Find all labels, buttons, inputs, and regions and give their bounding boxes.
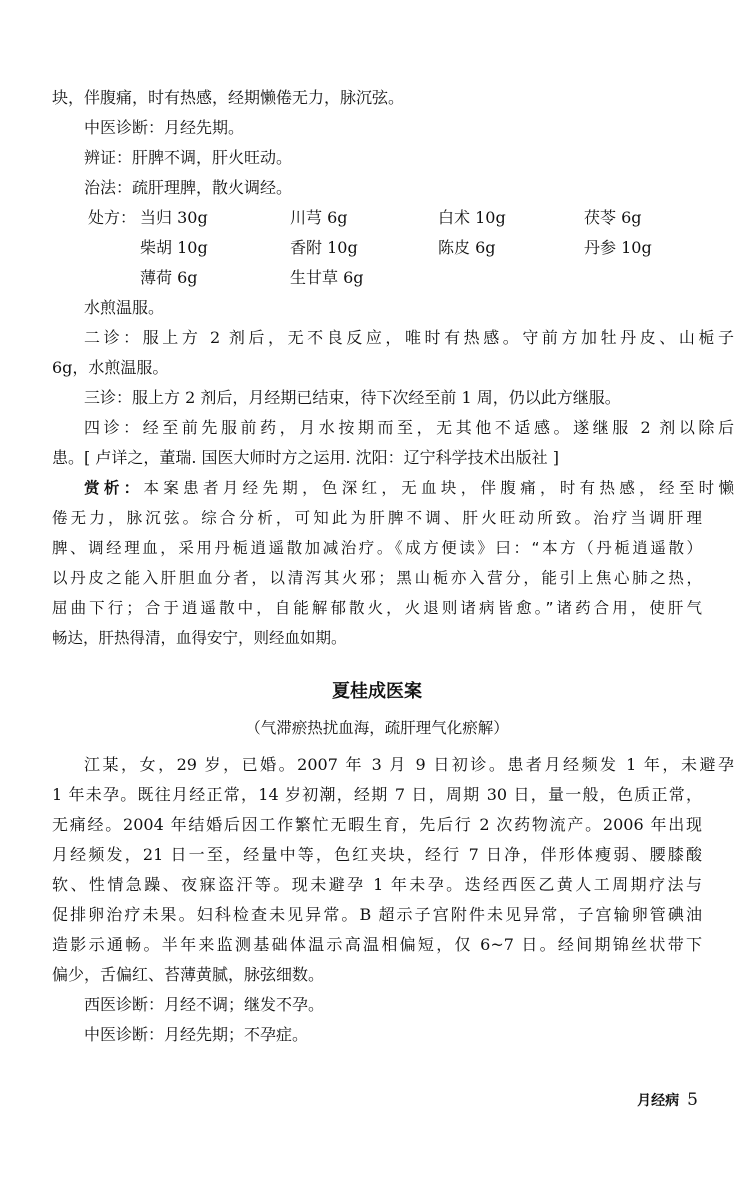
herb: 丹参 10g	[584, 238, 652, 257]
running-footer-section: 月经病	[637, 1093, 680, 1109]
herb: 白术 10g	[438, 208, 506, 227]
case-text-line: 偏少，舌偏红、苔薄黄腻，脉弦细数。	[52, 965, 325, 984]
text-line: 块，伴腹痛，时有热感，经期懒倦无力，脉沉弦。	[52, 88, 405, 107]
tcm-diagnosis: 中医诊断：月经先期；不孕症。	[84, 1025, 309, 1044]
western-diagnosis: 西医诊断：月经不调；继发不孕。	[84, 995, 325, 1014]
treatment-method: 治法：疏肝理脾，散火调经。	[84, 178, 293, 197]
herb: 薄荷 6g	[140, 268, 198, 287]
commentary-label: 赏析：	[84, 479, 144, 497]
herb: 当归 30g	[140, 208, 208, 227]
prescription-label: 处方：	[88, 208, 137, 227]
herb: 柴胡 10g	[140, 238, 208, 257]
syndrome-differentiation: 辨证：肝脾不调，肝火旺动。	[84, 148, 293, 167]
herb: 川芎 6g	[290, 208, 348, 227]
third-visit: 三诊：服上方 2 剂后，月经期已结束，待下次经至前 1 周，仍以此方继服。	[84, 388, 621, 407]
second-visit-cont: 6g，水煎温服。	[52, 358, 169, 377]
herb: 茯苓 6g	[584, 208, 642, 227]
case-text-line: 促排卵治疗未果。妇科检查未见异常。B 超示子宫附件未见异常，子宫输卵管碘油	[52, 905, 702, 924]
tcm-diagnosis: 中医诊断：月经先期。	[84, 118, 245, 137]
case-text-line: 1 年未孕。既往月经正常，14 岁初潮，经期 7 日，周期 30 日，量一般，色质正常，	[52, 785, 702, 804]
commentary-line: 脾、调经理血，采用丹栀逍遥散加减治疗。《成方便读》曰：“本方（丹栀逍遥散）	[52, 539, 702, 557]
herb: 生甘草 6g	[290, 268, 364, 287]
commentary-line: 倦无力，脉沉弦。综合分析，可知此为肝脾不调、肝火旺动所致。治疗当调肝理	[52, 509, 702, 527]
case-text-line: 造影示通畅。半年来监测基础体温示高温相偏短，仅 6~7 日。经间期锦丝状带下	[52, 935, 702, 954]
herb: 香附 10g	[290, 238, 358, 257]
case-text-line: 江某，女，29 岁，已婚。2007 年 3 月 9 日初诊。患者月经频发 1 年，未避孕	[84, 755, 734, 774]
fourth-visit: 四诊：经至前先服前药，月水按期而至，无其他不适感。遂继服 2 剂以除后	[84, 418, 734, 437]
fourth-visit-citation: 患。[ 卢详之，董瑞. 国医大师时方之运用. 沈阳：辽宁科学技术出版社 ]	[52, 448, 560, 467]
case-subtitle: （气滞瘀热扰血海，疏肝理气化瘀解）	[245, 719, 509, 737]
herb: 陈皮 6g	[438, 238, 496, 257]
page-number: 5	[687, 1090, 698, 1110]
case-text-line: 月经频发，21 日一至，经量中等，色红夹块，经行 7 日净，伴形体瘦弱、腰膝酸	[52, 845, 702, 864]
page-footer	[637, 1085, 698, 1116]
commentary-line: 畅达，肝热得清，血得安宁，则经血如期。	[52, 629, 347, 647]
case-text-line: 无痛经。2004 年结婚后因工作繁忙无暇生育，先后行 2 次药物流产。2006 年出现	[52, 815, 702, 834]
commentary-line: 赏析：本案患者月经先期，色深红，无血块，伴腹痛，时有热感，经至时懒	[84, 479, 734, 497]
decoction-instruction: 水煎温服。	[84, 298, 165, 317]
commentary-line: 以丹皮之能入肝胆血分者，以清泻其火邪；黑山栀亦入营分，能引上焦心肺之热，	[52, 569, 702, 587]
commentary-line: 屈曲下行；合于逍遥散中，自能解郁散火，火退则诸病皆愈。”诸药合用，使肝气	[52, 599, 702, 617]
case-title: 夏桂成医案	[332, 681, 422, 702]
case-text-line: 软、性情急躁、夜寐盗汗等。现未避孕 1 年未孕。迭经西医乙黄人工周期疗法与	[52, 875, 702, 894]
second-visit: 二诊：服上方 2 剂后，无不良反应，唯时有热感。守前方加牡丹皮、山栀子	[84, 328, 734, 347]
